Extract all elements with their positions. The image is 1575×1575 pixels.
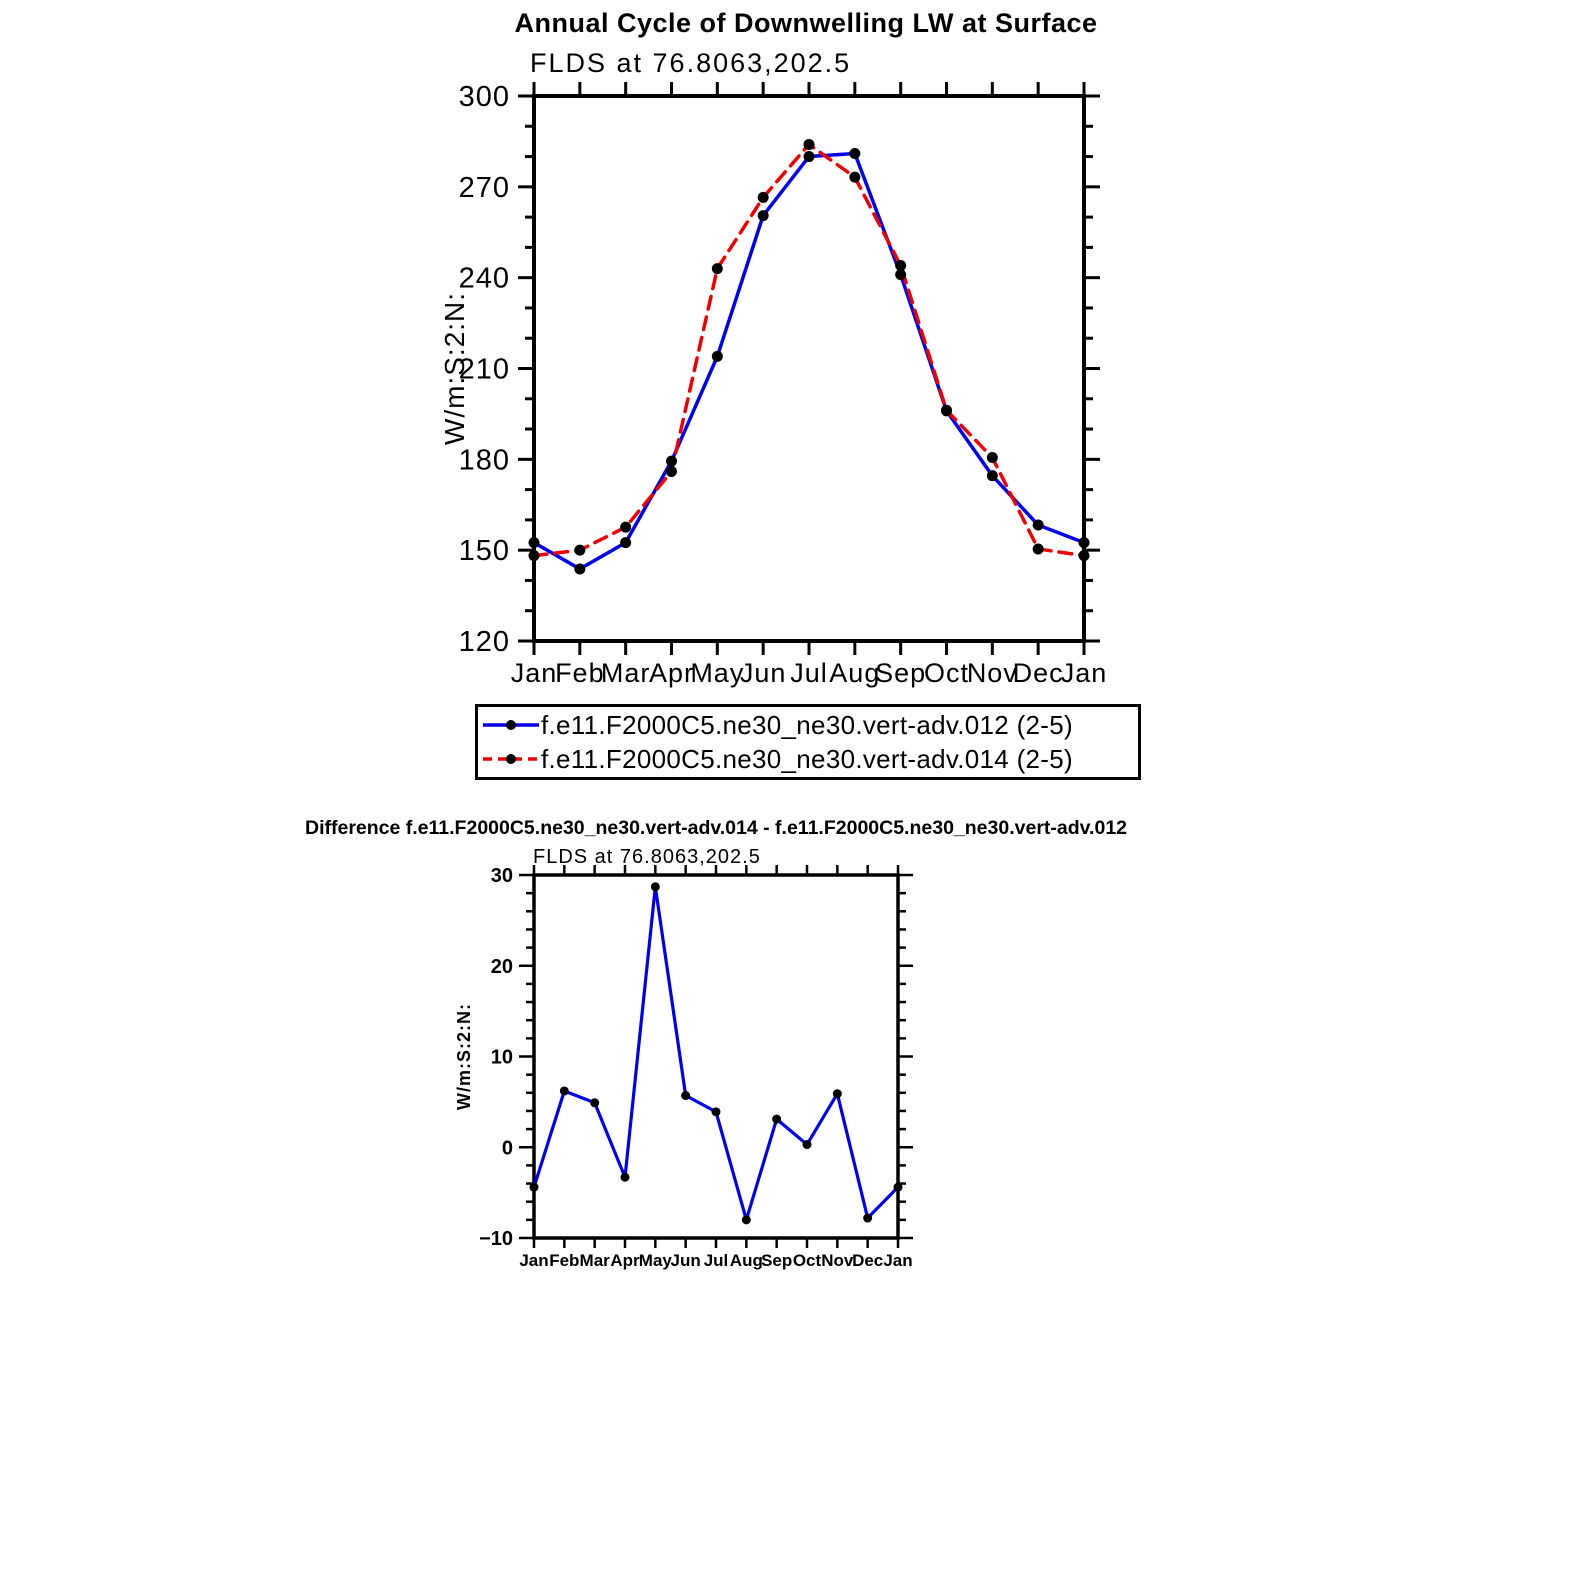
month-label: Jun [739,658,787,688]
data-point-marker [529,550,540,561]
legend-box [475,704,1141,780]
data-point-marker [758,210,769,221]
month-label: Mar [600,658,651,688]
y-tick-label: 30 [490,865,513,887]
data-point-marker [833,1089,842,1098]
data-point-marker [894,1183,903,1192]
legend-item-series-1 [481,743,1138,775]
data-point-marker [712,263,723,274]
data-point-marker [772,1115,781,1124]
data-point-marker [560,1086,569,1095]
diff-chart-title: Difference f.e11.F2000C5.ne30_ne30.vert-adv.014 - f.e11.F2000C5.ne30_ne30.vert-adv.012 [304,817,1128,839]
data-point-marker [742,1215,751,1224]
legend-label-1: f.e11.F2000C5.ne30_ne30.vert-adv.014 (2-5) [541,743,1073,774]
data-point-marker [1079,550,1090,561]
month-label: Feb [555,658,605,688]
data-point-marker [863,1214,872,1223]
data-point-marker [849,172,860,183]
top-chart-title: Annual Cycle of Downwelling LW at Surface [514,8,1098,38]
month-label: Apr [610,1251,640,1270]
data-point-marker [849,148,860,159]
data-point-marker [681,1091,690,1100]
annual-cycle-chart [439,81,1107,688]
data-point-marker [758,192,769,203]
series-line-0 [534,154,1084,569]
y-tick-label: 180 [458,444,510,477]
data-point-marker [804,139,815,150]
month-label: Jun [670,1251,701,1270]
y-tick-label: 300 [458,81,510,113]
y-axis-title: W/m:S:2:N: [454,1003,474,1110]
month-label: Sep [761,1251,793,1270]
series-line-1 [534,144,1084,555]
legend-sample-solid-line [481,718,541,732]
legend-item-series-0 [481,709,1138,741]
y-tick-label: 120 [458,626,510,658]
y-tick-label: 20 [490,955,513,978]
legend-marker-0 [506,720,516,730]
month-label: Jan [1060,658,1108,688]
data-point-marker [803,1140,812,1149]
difference-chart [454,865,913,1270]
data-point-marker [895,260,906,271]
legend-sample-dashed-line [481,752,541,766]
data-point-marker [666,456,677,467]
month-label: Feb [549,1251,580,1270]
data-point-marker [620,537,631,548]
plot-box [534,96,1084,641]
legend-marker-1 [506,754,516,764]
data-point-marker [620,522,631,533]
data-point-marker [651,882,660,891]
data-point-marker [712,351,723,362]
month-label: Dec [1012,658,1064,688]
month-label: Jul [790,658,828,688]
data-point-marker [574,563,585,574]
month-label: Oct [923,658,970,688]
data-point-marker [574,545,585,556]
month-label: Jan [519,1251,549,1270]
month-label: May [638,1251,672,1270]
month-label: Jan [510,658,558,688]
top-chart-subtitle: FLDS at 76.8063,202.5 [530,48,852,78]
data-point-marker [621,1173,630,1182]
month-label: Apr [648,658,695,688]
data-point-marker [1033,520,1044,531]
data-point-marker [530,1183,539,1192]
month-label: Jul [703,1251,729,1270]
data-point-marker [1079,537,1090,548]
y-tick-label: 270 [458,171,510,204]
y-tick-label: 210 [458,353,510,386]
month-label: Nov [966,658,1018,688]
y-tick-label: 0 [501,1137,513,1160]
month-label: Dec [852,1251,884,1270]
data-point-marker [590,1098,599,1107]
y-axis-title: W/m:S:2:N: [439,291,470,446]
diff-chart-subtitle: FLDS at 76.8063,202.5 [533,846,761,868]
data-point-marker [712,1107,721,1116]
y-tick-label: −10 [479,1228,513,1250]
month-label: Sep [875,658,927,688]
plot-box [534,875,898,1238]
month-label: Aug [829,658,881,688]
data-point-marker [1033,543,1044,554]
y-tick-label: 150 [458,535,510,568]
month-label: Aug [729,1251,763,1270]
data-point-marker [529,537,540,548]
data-point-marker [666,466,677,477]
y-tick-label: 10 [490,1046,513,1069]
month-label: Mar [579,1251,610,1270]
month-label: Nov [821,1251,854,1270]
month-label: Jan [883,1251,913,1270]
legend-label-0: f.e11.F2000C5.ne30_ne30.vert-adv.012 (2-5) [541,709,1073,740]
data-point-marker [987,452,998,463]
y-tick-label: 240 [458,262,510,295]
data-point-marker [941,405,952,416]
series-line-0 [534,887,898,1220]
data-point-marker [987,470,998,481]
month-label: Oct [792,1251,822,1270]
month-label: May [690,658,745,688]
data-point-marker [804,151,815,162]
